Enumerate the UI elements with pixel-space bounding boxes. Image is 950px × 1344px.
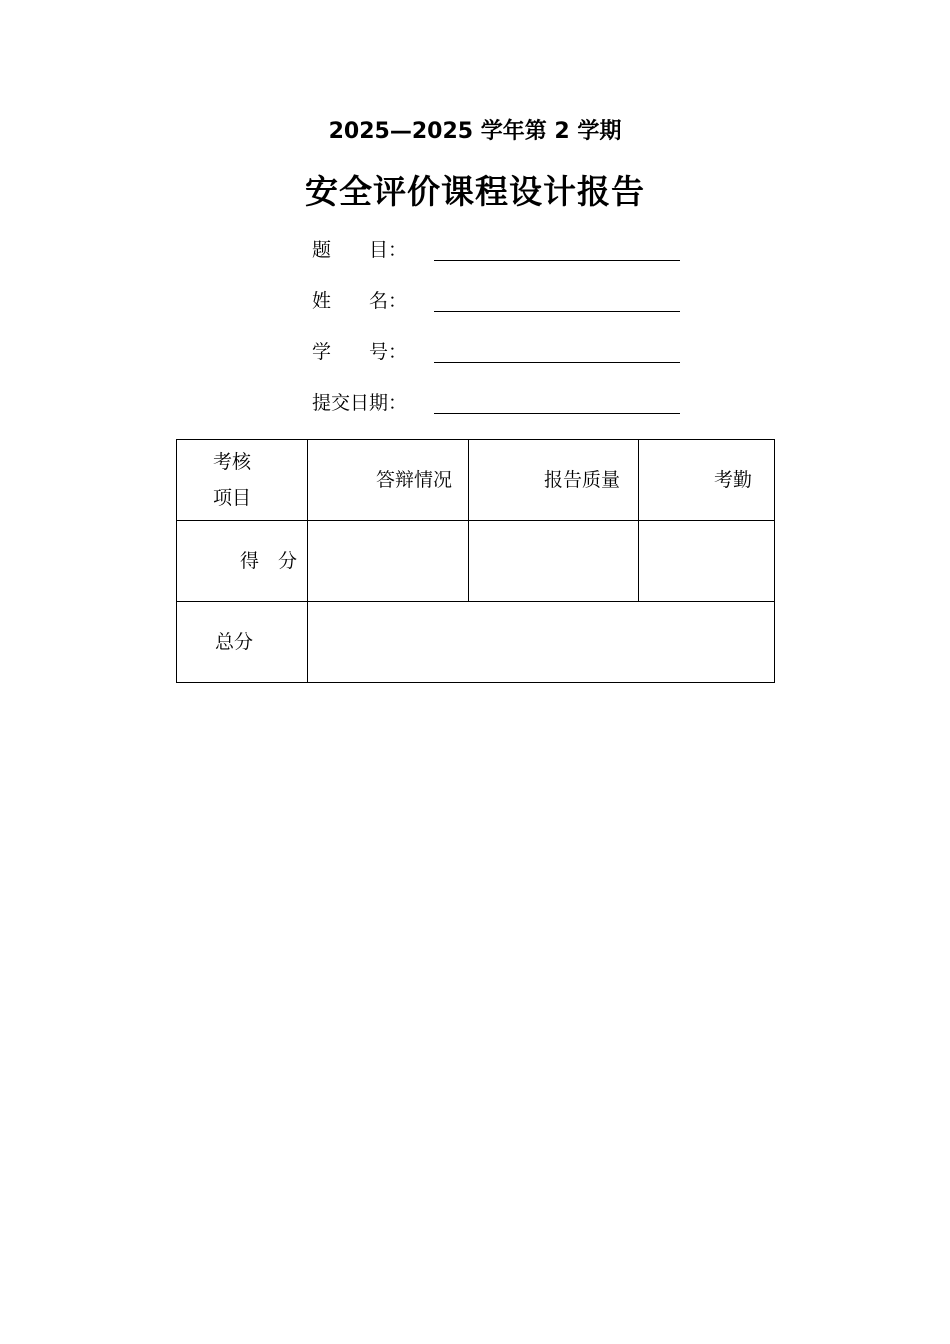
- submit-date-blank-line[interactable]: [434, 413, 680, 414]
- total-score-cell[interactable]: [308, 602, 775, 683]
- report-title: 安全评价课程设计报告: [305, 172, 645, 211]
- attendance-score-cell[interactable]: [639, 521, 775, 602]
- topic-field: [312, 235, 682, 265]
- defense-header: 答辩情况: [308, 440, 469, 521]
- score-row: [177, 521, 775, 602]
- total-row: [177, 602, 775, 683]
- name-field: [312, 286, 682, 316]
- topic-label: 题 目：: [312, 239, 408, 261]
- defense-score-cell[interactable]: [308, 521, 469, 602]
- submit-date-field: [312, 388, 682, 418]
- assessment-item-header: [177, 440, 308, 521]
- assessment-item-line1: 考核: [212, 451, 251, 473]
- report-quality-score-cell[interactable]: [469, 521, 639, 602]
- score-table: [176, 439, 775, 683]
- name-label: 姓 名：: [312, 290, 408, 312]
- report-quality-header: 报告质量: [469, 440, 639, 521]
- total-label: 总分: [177, 602, 308, 683]
- topic-blank-line[interactable]: [434, 260, 680, 261]
- semester-heading: 2025—2025 学年第 2 学期: [328, 119, 622, 144]
- score-label: 得 分: [177, 521, 308, 602]
- student-id-blank-line[interactable]: [434, 362, 680, 363]
- assessment-item-line2: 项目: [212, 487, 251, 509]
- table-header-row: [177, 440, 775, 521]
- submit-date-label: 提交日期：: [312, 392, 408, 414]
- student-id-field: [312, 337, 682, 367]
- attendance-header: 考勤: [639, 440, 775, 521]
- student-id-label: 学 号：: [312, 341, 408, 363]
- name-blank-line[interactable]: [434, 311, 680, 312]
